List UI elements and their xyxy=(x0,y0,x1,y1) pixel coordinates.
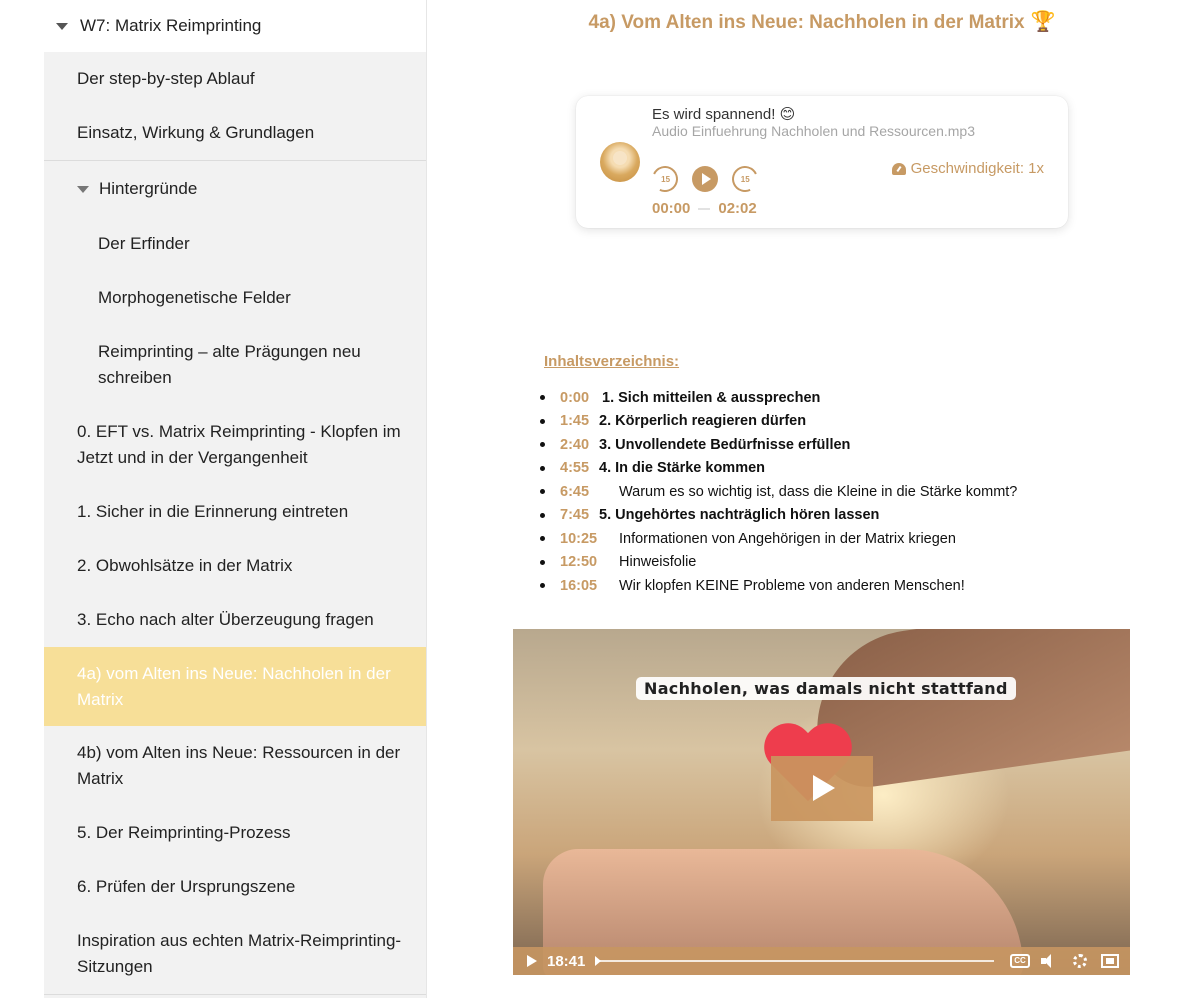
module-title: W7: Matrix Reimprinting xyxy=(80,16,262,35)
toc-timestamp[interactable]: 7:45 xyxy=(560,507,590,524)
speedometer-icon xyxy=(892,163,906,175)
video-caption: Nachholen, was damals nicht stattfand xyxy=(636,677,1016,700)
sidebar-item-label: 5. Der Reimprinting-Prozess xyxy=(77,823,291,842)
audio-player xyxy=(576,96,1068,228)
video-progress-bar[interactable] xyxy=(595,960,994,962)
speed-label: Geschwindigkeit: 1x xyxy=(910,160,1044,177)
course-sidebar xyxy=(44,0,426,998)
toc-text: Warum es so wichtig ist, dass die Kleine in die Stärke kommt? xyxy=(619,483,1018,500)
toc-text: Informationen von Angehörigen in der Matrix kriegen xyxy=(619,530,956,547)
fullscreen-icon[interactable] xyxy=(1100,953,1120,969)
speed-button[interactable] xyxy=(892,160,1044,177)
section-toggle-hintergruende[interactable] xyxy=(44,161,426,217)
toc-item[interactable] xyxy=(540,527,1017,551)
audio-controls xyxy=(652,166,758,192)
time-separator xyxy=(698,208,710,210)
sidebar-item-label: Inspiration aus echten Matrix-Reimprinting-Sitzungen xyxy=(77,931,402,976)
gear-shape xyxy=(1073,954,1087,968)
play-icon[interactable] xyxy=(527,955,537,967)
audio-file-name: Audio Einfuehrung Nachholen und Ressourcen.mp3 xyxy=(652,123,975,139)
video-player[interactable] xyxy=(513,629,1130,975)
toc-timestamp[interactable]: 0:00 xyxy=(560,389,590,406)
sidebar-item-eft-vs-matrix[interactable] xyxy=(44,405,426,485)
sidebar-item-prozess[interactable] xyxy=(44,806,426,860)
module-header[interactable] xyxy=(44,0,426,52)
sidebar-item-label: Einsatz, Wirkung & Grundlagen xyxy=(77,123,315,142)
sidebar-item-label: 2. Obwohlsätze in der Matrix xyxy=(77,556,293,575)
sidebar-item-grundlagen[interactable] xyxy=(44,106,426,160)
skip-back-icon[interactable] xyxy=(648,162,681,195)
sidebar-item-reimprinting[interactable] xyxy=(44,325,426,405)
sidebar-item-inspiration[interactable] xyxy=(44,914,426,994)
toc-timestamp[interactable]: 6:45 xyxy=(560,483,590,500)
audio-duration: 02:02 xyxy=(718,200,757,217)
toc-timestamp[interactable]: 12:50 xyxy=(560,554,598,571)
sidebar-item-label: 1. Sicher in die Erinnerung eintreten xyxy=(77,502,349,521)
captions-label: CC xyxy=(1010,954,1030,968)
audio-avatar xyxy=(600,142,640,182)
video-play-button[interactable] xyxy=(771,756,873,821)
toc-item[interactable] xyxy=(540,410,1017,434)
lesson-title xyxy=(470,8,1174,37)
sidebar-item-erinnerung[interactable] xyxy=(44,485,426,539)
toc-text: 3. Unvollendete Bedürfnisse erfüllen xyxy=(599,436,851,453)
volume-icon[interactable] xyxy=(1040,953,1060,969)
sidebar-item-4b[interactable] xyxy=(44,726,426,806)
toc-text: Hinweisfolie xyxy=(619,554,697,571)
toc-text: 2. Körperlich reagieren dürfen xyxy=(599,413,807,430)
sidebar-item-label: Reimprinting – alte Prägungen neu schreiben xyxy=(98,342,361,387)
fullscreen-shape xyxy=(1101,954,1119,968)
video-control-bar xyxy=(513,947,1130,975)
toc-item[interactable] xyxy=(540,386,1017,410)
toc-title: Inhaltsverzeichnis: xyxy=(544,353,680,370)
sidebar-item-4a-active[interactable] xyxy=(44,647,426,726)
toc-text: Wir klopfen KEINE Probleme von anderen Menschen! xyxy=(619,577,965,594)
sidebar-item-label: 4b) vom Alten ins Neue: Ressourcen in der Matrix xyxy=(77,743,401,788)
sidebar-item-label: 6. Prüfen der Ursprungszene xyxy=(77,877,296,896)
sidebar-item-label: Der Erfinder xyxy=(98,234,190,253)
caret-down-icon xyxy=(56,23,68,30)
video-time: 18:41 xyxy=(547,952,586,970)
skip-forward-label: 15 xyxy=(740,174,750,184)
toc-text: 4. In die Stärke kommen xyxy=(599,460,766,477)
audio-time xyxy=(652,200,757,217)
toc-timestamp[interactable]: 16:05 xyxy=(560,577,598,594)
audio-current-time: 00:00 xyxy=(652,200,691,217)
sidebar-item-ursprungszene[interactable] xyxy=(44,860,426,914)
sidebar-item-label: 3. Echo nach alter Überzeugung fragen xyxy=(77,610,374,629)
toc-timestamp[interactable]: 2:40 xyxy=(560,436,590,453)
toc-list xyxy=(540,386,1017,598)
toc-item[interactable] xyxy=(540,551,1017,575)
sidebar-item-erfinder[interactable] xyxy=(44,217,426,271)
toc-text: 1. Sich mitteilen & aussprechen xyxy=(602,389,821,406)
captions-icon[interactable] xyxy=(1010,953,1030,969)
trophy-icon: 🏆 xyxy=(1030,11,1056,33)
toc-item[interactable] xyxy=(540,433,1017,457)
lesson-title-text: 4a) Vom Alten ins Neue: Nachholen in der Matrix xyxy=(588,12,1025,33)
toc-item[interactable] xyxy=(540,457,1017,481)
divider xyxy=(44,994,426,995)
sidebar-item-label: Morphogenetische Felder xyxy=(98,288,291,307)
sidebar-item-label: Der step-by-step Ablauf xyxy=(77,69,255,88)
audio-play-button[interactable] xyxy=(692,166,718,192)
sidebar-item-label: 4a) vom Alten ins Neue: Nachholen in der Matrix xyxy=(77,663,391,709)
section-title: Hintergründe xyxy=(99,179,198,198)
sidebar-item-felder[interactable] xyxy=(44,271,426,325)
audio-headline: Es wird spannend! 😊 xyxy=(652,106,796,123)
sidebar-item-echo[interactable] xyxy=(44,593,426,647)
toc-item[interactable] xyxy=(540,504,1017,528)
skip-forward-icon[interactable] xyxy=(728,162,761,195)
sidebar-item-obwohlsaetze[interactable] xyxy=(44,539,426,593)
toc-timestamp[interactable]: 4:55 xyxy=(560,460,590,477)
volume-shape xyxy=(1041,954,1059,968)
sidebar-item-label: 0. EFT vs. Matrix Reimprinting - Klopfen im Jetzt und in der Vergangenheit xyxy=(77,422,401,467)
settings-gear-icon[interactable] xyxy=(1070,953,1090,969)
toc-text: 5. Ungehörtes nachträglich hören lassen xyxy=(599,507,880,524)
caret-down-icon xyxy=(77,186,89,193)
sidebar-item-ablauf[interactable] xyxy=(44,52,426,106)
toc-timestamp[interactable]: 1:45 xyxy=(560,413,590,430)
toc-item[interactable] xyxy=(540,574,1017,598)
toc-item[interactable] xyxy=(540,480,1017,504)
skip-back-label: 15 xyxy=(660,174,670,184)
toc-timestamp[interactable]: 10:25 xyxy=(560,530,598,547)
